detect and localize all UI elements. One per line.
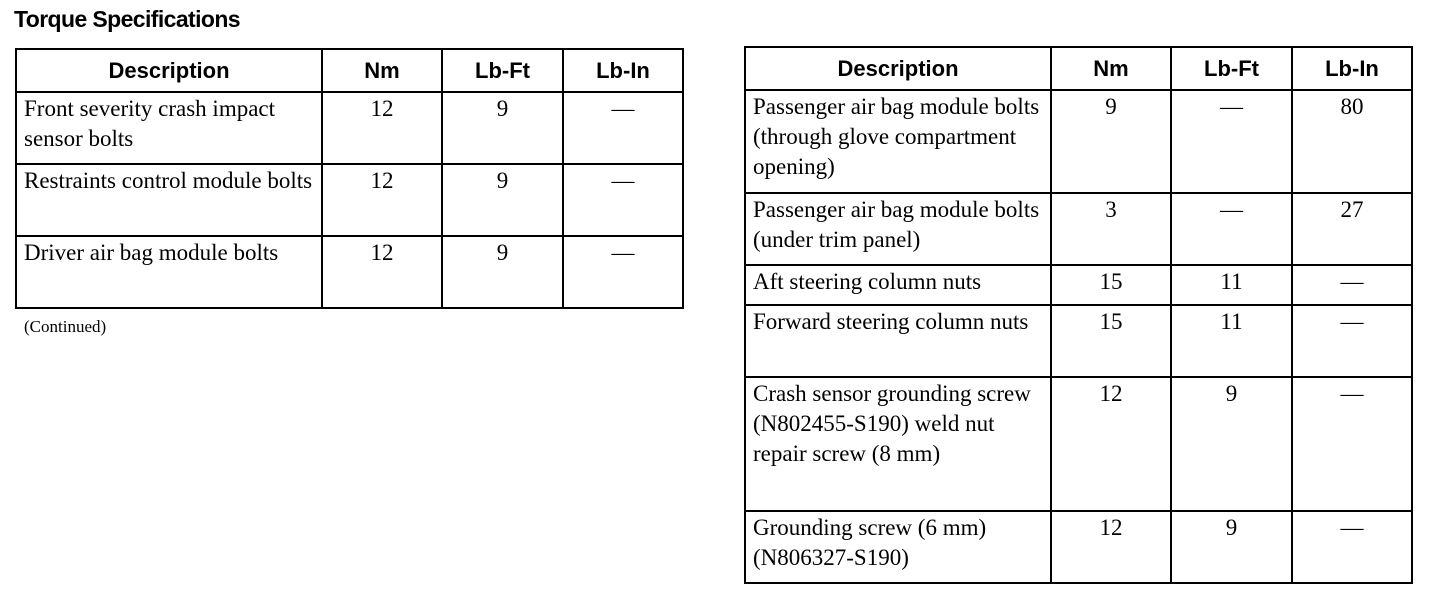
torque-spec-table-right: [744, 46, 1413, 584]
lb-in-cell: 80: [1292, 90, 1412, 193]
page-title: Torque Specifications: [14, 6, 240, 32]
description-cell: Grounding screw (6 mm) (N806327-S190): [745, 511, 1051, 583]
lb-ft-cell: 9: [442, 164, 563, 236]
table-row: [16, 164, 683, 236]
lb-in-cell: —: [1292, 377, 1412, 511]
table-row: [745, 193, 1412, 265]
column-header-lb-in: Lb-In: [1292, 47, 1412, 90]
nm-cell: 15: [1051, 265, 1171, 305]
description-cell: Front severity crash impact sensor bolts: [16, 92, 322, 164]
continued-note: (Continued): [24, 317, 107, 336]
description-cell: Aft steering column nuts: [745, 265, 1051, 305]
torque-spec-table-left: [15, 48, 684, 309]
lb-in-cell: —: [563, 236, 683, 308]
nm-cell: 9: [1051, 90, 1171, 193]
column-header-lb-in: Lb-In: [563, 49, 683, 92]
description-cell: Forward steering column nuts: [745, 305, 1051, 377]
table-row: [745, 90, 1412, 193]
nm-cell: 12: [1051, 511, 1171, 583]
lb-ft-cell: —: [1171, 193, 1292, 265]
lb-in-cell: —: [563, 164, 683, 236]
column-header-lb-ft: Lb-Ft: [1171, 47, 1292, 90]
lb-ft-cell: 9: [1171, 511, 1292, 583]
column-header-nm: Nm: [322, 49, 442, 92]
nm-cell: 15: [1051, 305, 1171, 377]
description-cell: Restraints control module bolts: [16, 164, 322, 236]
table-header-row: [745, 47, 1412, 90]
nm-cell: 12: [322, 236, 442, 308]
lb-in-cell: 27: [1292, 193, 1412, 265]
nm-cell: 3: [1051, 193, 1171, 265]
column-header-nm: Nm: [1051, 47, 1171, 90]
table-header-row: [16, 49, 683, 92]
column-header-description: Description: [16, 49, 322, 92]
table-row: [16, 92, 683, 164]
lb-ft-cell: 9: [442, 236, 563, 308]
lb-ft-cell: 11: [1171, 265, 1292, 305]
lb-in-cell: —: [563, 92, 683, 164]
description-cell: Driver air bag module bolts: [16, 236, 322, 308]
table-row: [745, 305, 1412, 377]
description-cell: Passenger air bag module bolts (through glove compartment opening): [745, 90, 1051, 193]
lb-ft-cell: —: [1171, 90, 1292, 193]
lb-in-cell: —: [1292, 305, 1412, 377]
column-header-description: Description: [745, 47, 1051, 90]
lb-ft-cell: 11: [1171, 305, 1292, 377]
nm-cell: 12: [1051, 377, 1171, 511]
nm-cell: 12: [322, 92, 442, 164]
lb-in-cell: —: [1292, 265, 1412, 305]
table-row: [745, 511, 1412, 583]
lb-ft-cell: 9: [1171, 377, 1292, 511]
description-cell: Crash sensor grounding screw (N802455-S190) weld nut repair screw (8 mm): [745, 377, 1051, 511]
table-row: [745, 377, 1412, 511]
table-row: [745, 265, 1412, 305]
column-header-lb-ft: Lb-Ft: [442, 49, 563, 92]
lb-ft-cell: 9: [442, 92, 563, 164]
table-row: [16, 236, 683, 308]
lb-in-cell: —: [1292, 511, 1412, 583]
description-cell: Passenger air bag module bolts (under trim panel): [745, 193, 1051, 265]
nm-cell: 12: [322, 164, 442, 236]
